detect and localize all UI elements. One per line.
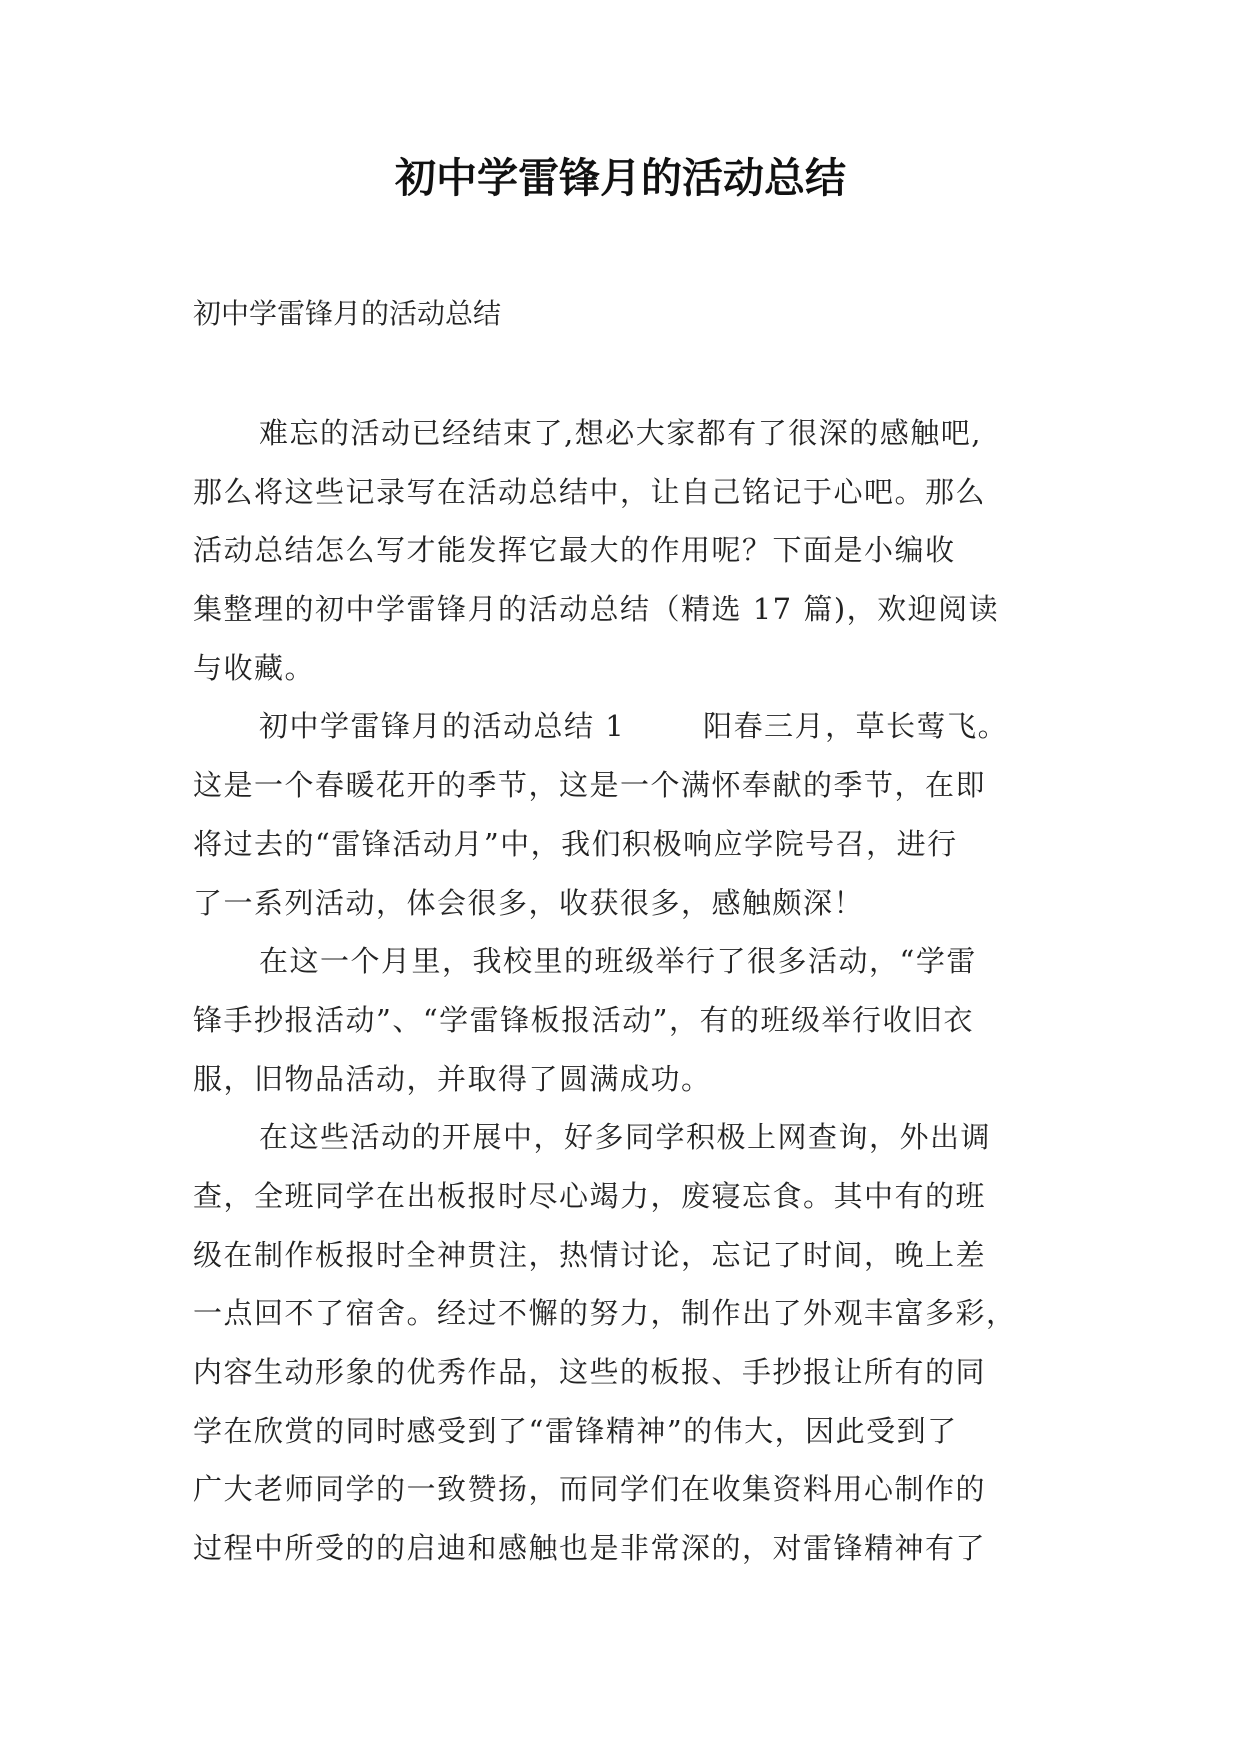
text-line	[193, 815, 1053, 874]
text-line-content: 服，旧物品活动，并取得了圆满成功。	[193, 1061, 712, 1096]
text-line	[193, 991, 1053, 1050]
text-line-content: 级在制作板报时全神贯注，热情讨论，忘记了时间，晚上差	[193, 1237, 987, 1272]
text-line-content: 活动总结怎么写才能发挥它最大的作用呢？下面是小编收	[193, 533, 956, 568]
text-line-content: 初中学雷锋月的活动总结 1	[259, 709, 626, 744]
text-line-content: 学在欣赏的同时感受到了“雷锋精神”的伟大，因此受到了	[193, 1413, 958, 1448]
text-line-content: 与收藏。	[193, 650, 316, 685]
text-line	[193, 1519, 1053, 1578]
text-line-content: 锋手抄报活动”、“学雷锋板报活动”，有的班级举行收旧衣	[193, 1002, 974, 1037]
text-line	[193, 1284, 1053, 1343]
text-line	[193, 874, 1053, 933]
text-line-content: 了一系列活动，体会很多，收获很多，感触颇深！	[193, 885, 865, 920]
text-line	[193, 1460, 1053, 1519]
text-line-content: 一点回不了宿舍。经过不懈的努力，制作出了外观丰富多彩，	[193, 1296, 1017, 1331]
text-line-content: 在这一个月里，我校里的班级举行了很多活动，“学雷	[259, 944, 977, 979]
text-line-content: 查，全班同学在出板报时尽心竭力，废寝忘食。其中有的班	[193, 1178, 987, 1213]
text-line-content: 将过去的“雷锋活动月”中，我们积极响应学院号召，进行	[193, 826, 958, 861]
text-line	[193, 580, 1053, 639]
text-line	[193, 1226, 1053, 1285]
text-line	[193, 1402, 1053, 1461]
text-line	[193, 404, 1053, 463]
page-title: 初中学雷锋月的活动总结	[395, 154, 846, 202]
text-line-content: 内容生动形象的优秀作品，这些的板报、手抄报让所有的同	[193, 1355, 987, 1389]
text-line	[193, 1108, 1053, 1167]
text-line-content: 过程中所受的的启迪和感触也是非常深的，对雷锋精神有了	[193, 1531, 987, 1566]
text-line	[193, 1167, 1053, 1226]
text-line-content: 在这些活动的开展中，好多同学积极上网查询，外出调	[259, 1120, 992, 1155]
text-line	[193, 1050, 1053, 1109]
text-line	[193, 756, 1053, 815]
text-line-content: 难忘的活动已经结束了,想必大家都有了很深的感触吧,	[259, 416, 982, 450]
text-line-content: 集整理的初中学雷锋月的活动总结（精选 17 篇)，欢迎阅读	[193, 592, 1000, 627]
text-line	[193, 521, 1053, 580]
text-line-content: 广大老师同学的一致赞扬，而同学们在收集资料用心制作的	[193, 1472, 987, 1507]
document-subtitle: 初中学雷锋月的活动总结	[193, 297, 502, 330]
text-line	[193, 697, 1053, 756]
text-line	[193, 463, 1053, 522]
text-line	[193, 1343, 1053, 1402]
document-body	[193, 404, 1053, 1578]
text-line	[193, 639, 1053, 698]
text-line-content: 那么将这些记录写在活动总结中，让自己铭记于心吧。那么	[193, 474, 987, 509]
text-line	[193, 932, 1053, 991]
text-line-content: 这是一个春暖花开的季节，这是一个满怀奉献的季节，在即	[193, 768, 987, 803]
text-line-tail: 阳春三月，草长莺飞。	[703, 709, 1009, 744]
